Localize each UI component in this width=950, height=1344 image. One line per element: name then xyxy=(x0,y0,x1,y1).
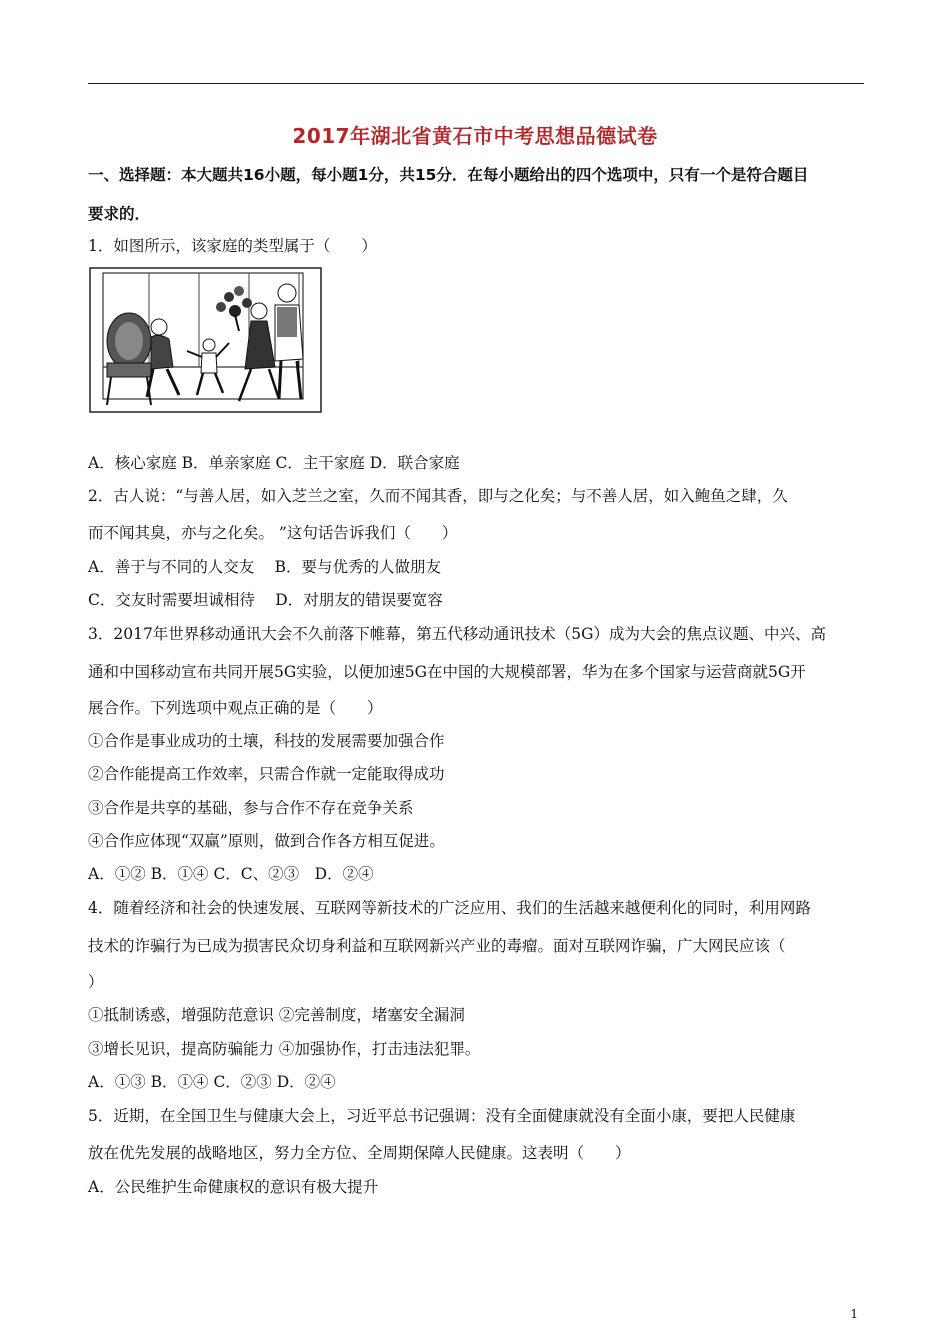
q3-stem-line3: 展合作。下列选项中观点正确的是（ ） xyxy=(88,699,383,717)
q3-statement-1: ①合作是事业成功的土壤，科技的发展需要加强合作 xyxy=(88,732,445,750)
section-heading-line2: 要求的． xyxy=(88,205,151,223)
q3-statement-3: ③合作是共享的基础，参与合作不存在竞争关系 xyxy=(88,799,414,817)
q2-stem-line1: 2．古人说：“与善人居，如入芝兰之室，久而不闻其香，即与之化矣；与不善人居，如入鲍鱼之肆，久 xyxy=(88,487,788,505)
q3-options: A．①② B．①④ C．C、②③ D．②④ xyxy=(88,865,374,883)
q3-statement-2: ②合作能提高工作效率，只需合作就一定能取得成功 xyxy=(88,765,445,783)
section-heading-line1: 一、选择题：本大题共16小题，每小题1分，共15分．在每小题给出的四个选项中，只有一个是符合题目 xyxy=(88,166,809,184)
header-rule xyxy=(88,83,864,84)
q1-stem: 1．如图所示，该家庭的类型属于（ ） xyxy=(88,237,377,255)
q2-options-cd: C．交友时需要坦诚相待 D．对朋友的错误要宽容 xyxy=(88,591,443,609)
q5-stem-line1: 5．近期，在全国卫生与健康大会上，习近平总书记强调：没有全面健康就没有全面小康，要把人民健康 xyxy=(88,1107,796,1125)
q3-statement-4: ④合作应体现“双赢”原则，做到合作各方相互促进。 xyxy=(88,832,445,850)
q1-options: A．核心家庭 B．单亲家庭 C．主干家庭 D．联合家庭 xyxy=(88,454,460,472)
q4-options: A．①③ B．①④ C．②③ D．②④ xyxy=(88,1073,336,1091)
q4-stem-line3: ） xyxy=(88,973,104,991)
page-title: 2017年湖北省黄石市中考思想品德试卷 xyxy=(292,124,658,148)
q3-stem-line1: 3．2017年世界移动通讯大会不久前落下帷幕，第五代移动通讯技术（5G）成为大会的焦点议题、中兴、高 xyxy=(88,625,827,643)
q2-stem-line2: 而不闻其臭，亦与之化矣。 ”这句话告诉我们（ ） xyxy=(88,524,458,542)
family-illustration xyxy=(89,267,322,413)
q4-stem-line2: 技术的诈骗行为已成为损害民众切身利益和互联网新兴产业的毒瘤。面对互联网诈骗，广大网民应该（ xyxy=(88,937,786,955)
q5-stem-line2: 放在优先发展的战略地区，努力全方位、全周期保障人民健康。这表明（ ） xyxy=(88,1144,631,1162)
q3-stem-line2: 通和中国移动宣布共同开展5G实验，以便加速5G在中国的大规模部署，华为在多个国家与运营商就5G开 xyxy=(88,663,806,681)
q5-option-a: A．公民维护生命健康权的意识有极大提升 xyxy=(88,1178,379,1196)
q4-stem-line1: 4．随着经济和社会的快速发展、互联网等新技术的广泛应用、我们的生活越来越便利化的同时，利用网路 xyxy=(88,899,811,917)
q4-statements-12: ①抵制诱惑，增强防范意识 ②完善制度，堵塞安全漏洞 xyxy=(88,1006,465,1024)
q2-options-ab: A．善于与不同的人交友 B．要与优秀的人做朋友 xyxy=(88,558,442,576)
q4-statements-34: ③增长见识，提高防骗能力 ④加强协作，打击违法犯罪。 xyxy=(88,1040,481,1058)
page-number: 1 xyxy=(850,1307,858,1321)
